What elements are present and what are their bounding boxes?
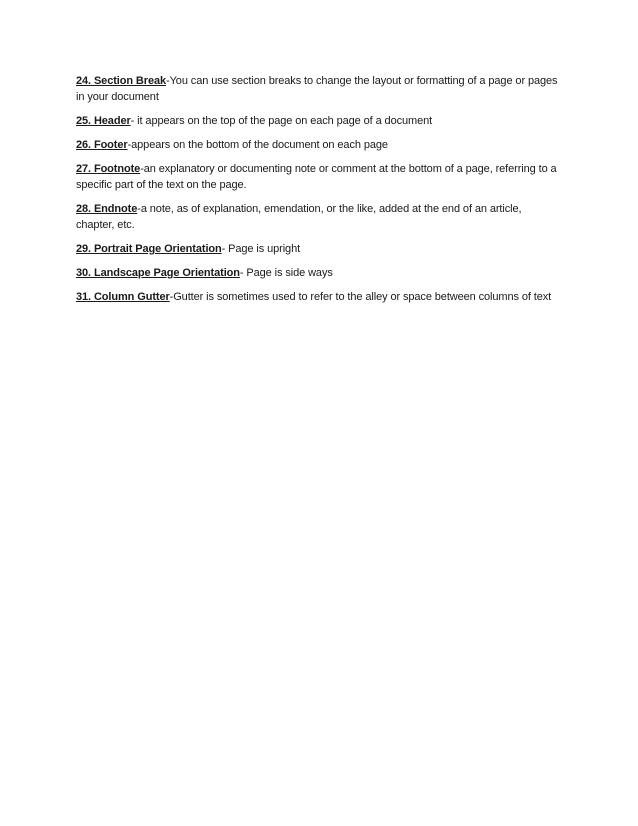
glossary-definition: - Page is side ways	[239, 267, 333, 279]
glossary-definition: - it appears on the top of the page on each page of a document	[130, 115, 433, 127]
glossary-term: 25. Header	[76, 115, 131, 127]
glossary-term: 24. Section Break	[76, 75, 167, 87]
glossary-term: 29. Portrait Page Orientation	[76, 243, 222, 255]
glossary-entry-endnote	[76, 201, 562, 233]
glossary-entry-header	[76, 113, 562, 129]
glossary-entry-column-gutter	[76, 289, 562, 305]
glossary-definition: -You can use section breaks to change the layout or formatting of a page or pages in your document	[76, 75, 558, 103]
glossary-entry-footer	[76, 137, 562, 153]
glossary-term: 26. Footer	[76, 139, 128, 151]
glossary-entry-landscape-orientation	[76, 265, 562, 281]
glossary-term: 28. Endnote	[76, 203, 138, 215]
glossary-entry-section-break	[76, 73, 562, 105]
glossary-definition: -a note, as of explanation, emendation, or the like, added at the end of an article, chapter, etc.	[76, 203, 522, 231]
glossary-term: 31. Column Gutter	[76, 291, 170, 303]
glossary-definition: -appears on the bottom of the document on each page	[127, 139, 388, 151]
glossary-term: 30. Landscape Page Orientation	[76, 267, 240, 279]
glossary-definition: - Page is upright	[221, 243, 301, 255]
glossary-term: 27. Footnote	[76, 163, 141, 175]
glossary-list	[76, 73, 562, 313]
glossary-definition: -Gutter is sometimes used to refer to the alley or space between columns of text	[169, 291, 552, 303]
glossary-definition: -an explanatory or documenting note or comment at the bottom of a page, referring to a specific part of the text on the page.	[76, 163, 557, 191]
glossary-entry-footnote	[76, 161, 562, 193]
glossary-entry-portrait-orientation	[76, 241, 562, 257]
